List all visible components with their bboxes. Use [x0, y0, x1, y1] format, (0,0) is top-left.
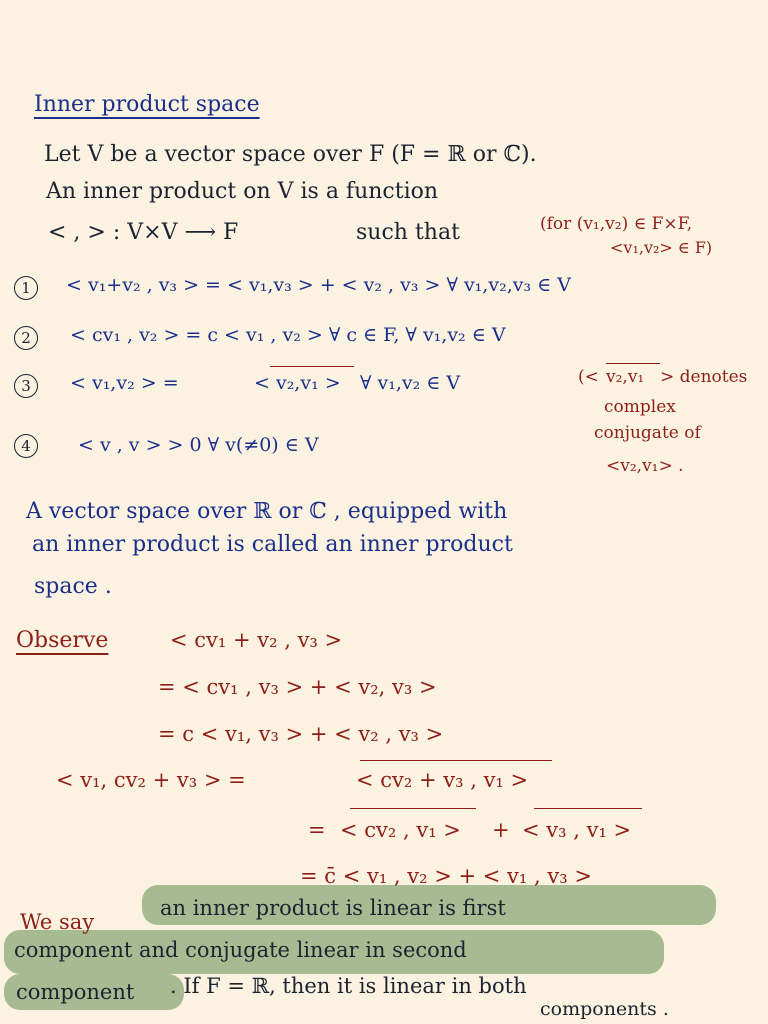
observe-line-3: = c < v₁, v₃ > + < v₂ , v₃ > [158, 722, 444, 746]
axiom-1: < v₁+v₂ , v₃ > = < v₁,v₃ > + < v₂ , v₃ > ∀ v₁,v₂,v₃ ∈ V [66, 274, 571, 296]
observe-line-4-lhs: < v₁, cv₂ + v₃ > = [56, 768, 246, 792]
conclusion-line-4: components . [540, 998, 669, 1020]
observe-line-5-eq: = [308, 818, 326, 842]
definition-line-1: Let V be a vector space over F (F = ℝ or ℂ). [44, 142, 537, 167]
definition-map: < , > : V×V ⟶ F [48, 220, 239, 245]
observe-label: Observe [16, 628, 109, 653]
axiom-2-number: 2 [14, 326, 38, 350]
axiom-4-number: 4 [14, 434, 38, 458]
definition-line-2: An inner product on V is a function [46, 179, 439, 204]
axiom-3-overline [270, 366, 354, 367]
space-def-line-2: an inner product is called an inner product [32, 532, 513, 557]
conclusion-line-2: component and conjugate linear in second [14, 938, 467, 962]
axiom-2: < cv₁ , v₂ > = c < v₁ , v₂ > ∀ c ∈ F, ∀ v₁,v₂ ∈ V [70, 324, 506, 346]
observe-line-5-term-2: < v₃ , v₁ > [522, 818, 632, 842]
axiom-3-number: 3 [14, 374, 38, 398]
observe-line-2: = < cv₁ , v₃ > + < v₂, v₃ > [158, 675, 437, 699]
space-def-line-1: A vector space over ℝ or ℂ , equipped with [26, 499, 508, 524]
observe-line-5-term-1: < cv₂ , v₁ > [340, 818, 461, 842]
axiom-1-number: 1 [14, 276, 38, 300]
conj-note-close: > denotes [660, 367, 748, 387]
observe-line-5-overline-1 [350, 808, 476, 809]
observe-line-5-plus: + [492, 818, 510, 842]
space-def-line-3: space . [34, 574, 112, 599]
side-note-line-1: (for (v₁,v₂) ∈ F×F, [540, 214, 693, 234]
conj-note-line-2: complex [604, 397, 676, 417]
conj-note-line-4: <v₂,v₁> . [606, 456, 684, 476]
observe-line-4-rhs: < cv₂ + v₃ , v₁ > [356, 768, 529, 792]
conj-note-open: (< [578, 367, 599, 387]
axiom-3-conjugate: < v₂,v₁ > [254, 372, 341, 394]
observe-line-4-overline [360, 760, 552, 761]
conj-note-overline [606, 363, 660, 364]
conj-note-line-3: conjugate of [594, 423, 701, 443]
side-note-line-2: <v₁,v₂> ∈ F) [610, 238, 713, 257]
conj-note-bar: v₂,v₁ [606, 367, 645, 387]
observe-line-1: < cv₁ + v₂ , v₃ > [170, 628, 343, 652]
conclusion-line-1: an inner product is linear is first [160, 896, 506, 920]
observe-line-6: = c̄ < v₁ , v₂ > + < v₁ , v₃ > [300, 864, 592, 888]
conclusion-line-3-rest: . If F = ℝ, then it is linear in both [170, 974, 527, 998]
axiom-3-lhs: < v₁,v₂ > = [70, 372, 179, 394]
definition-such-that: such that [356, 220, 460, 245]
page-title: Inner product space [34, 92, 260, 117]
axiom-4: < v , v > > 0 ∀ v(≠0) ∈ V [78, 434, 319, 456]
axiom-3-rest: ∀ v₁,v₂ ∈ V [360, 372, 461, 394]
observe-line-5-overline-2 [534, 808, 642, 809]
conclusion-we-say: We say [20, 910, 95, 934]
conclusion-line-3-highlight: component [16, 980, 135, 1004]
